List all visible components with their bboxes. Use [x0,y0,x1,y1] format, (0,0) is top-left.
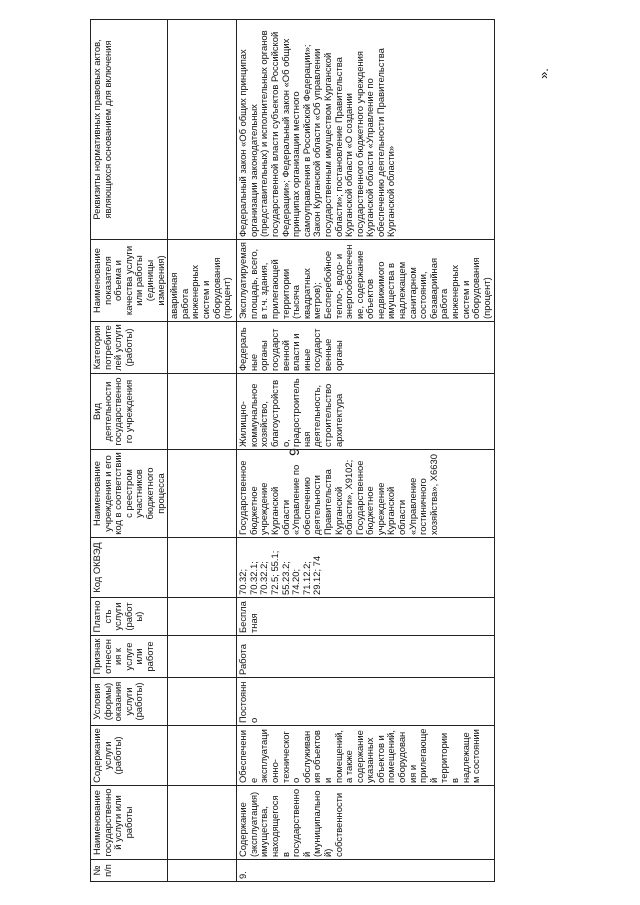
cell-form: Постоянно [237,678,495,726]
table-header-row [91,20,168,882]
cell-empty [168,450,237,538]
cell-empty [168,786,237,860]
cell-indicator-tail: аварийная работа инженерных систем и оборудования (процент) [168,240,237,322]
cell-paid: Бесплатная [237,598,495,636]
table-row [237,20,495,882]
header-type: Признак отнесения к услуге или работе [91,636,168,678]
closing-quote-mark: ». [535,68,551,79]
rotated-table-container [90,22,510,882]
header-name: Наименование государственной услуги или работы [91,786,168,860]
header-okved: Код ОКВЭД [91,538,168,598]
header-institution: Наименование учреждения и его код в соответствии с реестром участников бюджетного процесса [91,450,168,538]
header-activity: Вид деятельности государственного учреждения [91,374,168,450]
cell-empty [168,636,237,678]
cell-activity: Жилищно-коммунальное хозяйство, благоустройство, градостроительная деятельность, строительство архитектура [237,374,495,450]
cell-num: 9. [237,860,495,882]
cell-empty [168,538,237,598]
cell-legal: Федеральный закон «Об общих принципах организации законодательных (представительных) и исполнительных органов государственной власти субъектов Российской Федерации»; Федеральный закон «Об общих принципах организации местного самоуправления в Российской Федерации»; Закон Курганской области «Об управлении государственным имуществом Курганской области»; постановление Правительства Курганской области «О создании государственного бюджетного учреждения Курганской области «Управление по обеспечению деятельности Правительства Курганской области» [237,20,495,240]
table-row-previous-tail [168,20,237,882]
cell-empty [168,598,237,636]
cell-indicator: Эксплуатируемая площадь, всего, в т.ч. здания, прилегающей территории (тысяча квадратных метров); Бесперебойное тепло-, водо- и энергообеспечение, содержание объектов недвижимого имущества в надлежащем санитарном состоянии, безаварийная работа инженерных систем и оборудования (процент) [237,240,495,322]
header-legal: Реквизиты нормативных правовых актов, являющихся основанием для включения [91,20,168,240]
cell-type: Работа [237,636,495,678]
cell-consumers: Федеральные органы государственной власти и иные государственные органы [237,322,495,374]
header-num: № п/п [91,860,168,882]
services-table [90,19,495,882]
cell-empty [168,322,237,374]
header-form: Условия (формы) оказания услуги (работы) [91,678,168,726]
header-content: Содержание услуги (работы) [91,726,168,786]
cell-empty [168,860,237,882]
cell-empty [168,726,237,786]
cell-empty [168,20,237,240]
cell-empty [168,374,237,450]
header-indicator: Наименование показателя объема и качества услуги или работы (единицы измерения) [91,240,168,322]
cell-content: Обеспечение эксплуатационно-технического обслуживания объектов и помещений, а также содержание указанных объектов и помещений, оборудования и прилегающей территории в надлежащем состоянии [237,726,495,786]
cell-empty [168,678,237,726]
page-number: 9 [285,448,302,456]
cell-okved: 70.32; 70.32.1; 70.32.2; 72.5; 55.1; 55.23.2; 74.20; 71.12.2; 29.12; 74 [237,538,495,598]
cell-name: Содержание (эксплуатация) имущества, находящегося в государственной (муниципальной) собственности [237,786,495,860]
header-paid: Платность услуги (работы) [91,598,168,636]
cell-institution: Государственное бюджетное учреждение Курганской области «Управление по обеспечению деятельности Правительства Курганской области», Х9102; Государственное бюджетное учреждение Курганской области «Управление гостиничного хозяйства», Х6630 [237,450,495,538]
header-consumers: Категория потребителей услуги (работы) [91,322,168,374]
